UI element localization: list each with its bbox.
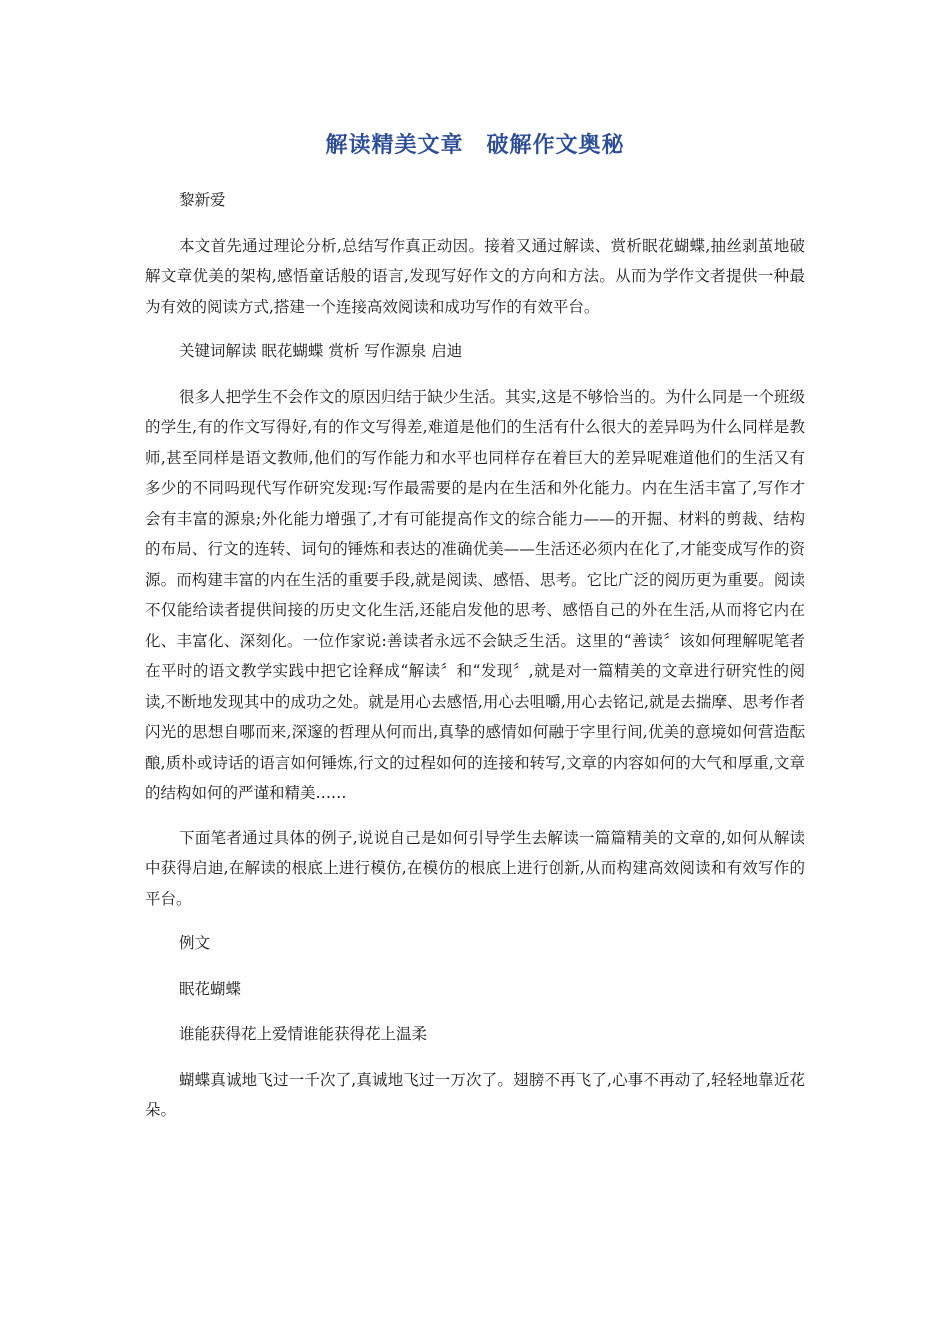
keywords-line: 关键词解读 眠花蝴蝶 赏析 写作源泉 启迪	[179, 342, 463, 360]
abstract-paragraph: 本文首先通过理论分析,总结写作真正动因。接着又通过解读、赏析眠花蝴蝶,抽丝剥茧地破解文章优美的架构,感悟童话般的语言,发现写好作文的方向和方法。从而为学作文者提供一种最为有效的阅读方式,搭建一个连接高效阅读和成功写作的有效平台。	[145, 236, 805, 316]
document-page	[145, 128, 805, 1140]
example-subtitle: 谁能获得花上爱情谁能获得花上温柔	[179, 1025, 428, 1043]
example-label: 例文	[179, 934, 211, 952]
document-title: 解读精美文章 破解作文奥秘	[325, 133, 625, 158]
body-paragraph-1: 很多人把学生不会作文的原因归结于缺少生活。其实,这是不够恰当的。为什么同是一个班级的学生,有的作文写得好,有的作文写得差,难道是他们的生活有什么很大的差异吗为什么同样是教师,甚至同样是语文教师,他们的写作能力和水平也同样存在着巨大的差异呢难道他们的生活又有多少的不同吗现代写作研究发现:写作最需要的是内在生活和外化能力。内在生活丰富了,写作才会有丰富的源泉;外化能力增强了,才有可能提高作文的综合能力——的开掘、材料的剪裁、结构的布局、行文的连转、词句的锤炼和表达的准确优美——生活还必须内在化了,才能变成写作的资源。而构建丰富的内在生活的重要手段,就是阅读、感悟、思考。它比广泛的阅历更为重要。阅读不仅能给读者提供间接的历史文化生活,还能启发他的思考、感悟自己的外在生活,从而将它内在化、丰富化、深刻化。一位作家说:善读者永远不会缺乏生活。这里的“善读〞该如何理解呢笔者在平时的语文教学实践中把它诠释成“解读〞和“发现〞,就是对一篇精美的文章进行研究性的阅读,不断地发现其中的成功之处。就是用心去感悟,用心去咀嚼,用心去铭记,就是去揣摩、思考作者闪光的思想自哪而来,深邃的哲理从何而出,真挚的感情如何融于字里行间,优美的意境如何营造酝酿,质朴或诗话的语言如何锤炼,行文的过程如何的连接和转写,文章的内容如何的大气和厚重,文章的结构如何的严谨和精美……	[145, 387, 805, 802]
example-title: 眠花蝴蝶	[179, 979, 242, 998]
example-paragraph-1: 蝴蝶真诚地飞过一千次了,真诚地飞过一万次了。翅膀不再飞了,心事不再动了,轻轻地靠近花朵。	[145, 1070, 805, 1119]
body-paragraph-2: 下面笔者通过具体的例子,说说自己是如何引导学生去解读一篇篇精美的文章的,如何从解读中获得启迪,在解读的根底上进行模仿,在模仿的根底上进行创新,从而构建高效阅读和有效写作的平台。	[145, 828, 805, 908]
author-name: 黎新爱	[179, 191, 226, 209]
